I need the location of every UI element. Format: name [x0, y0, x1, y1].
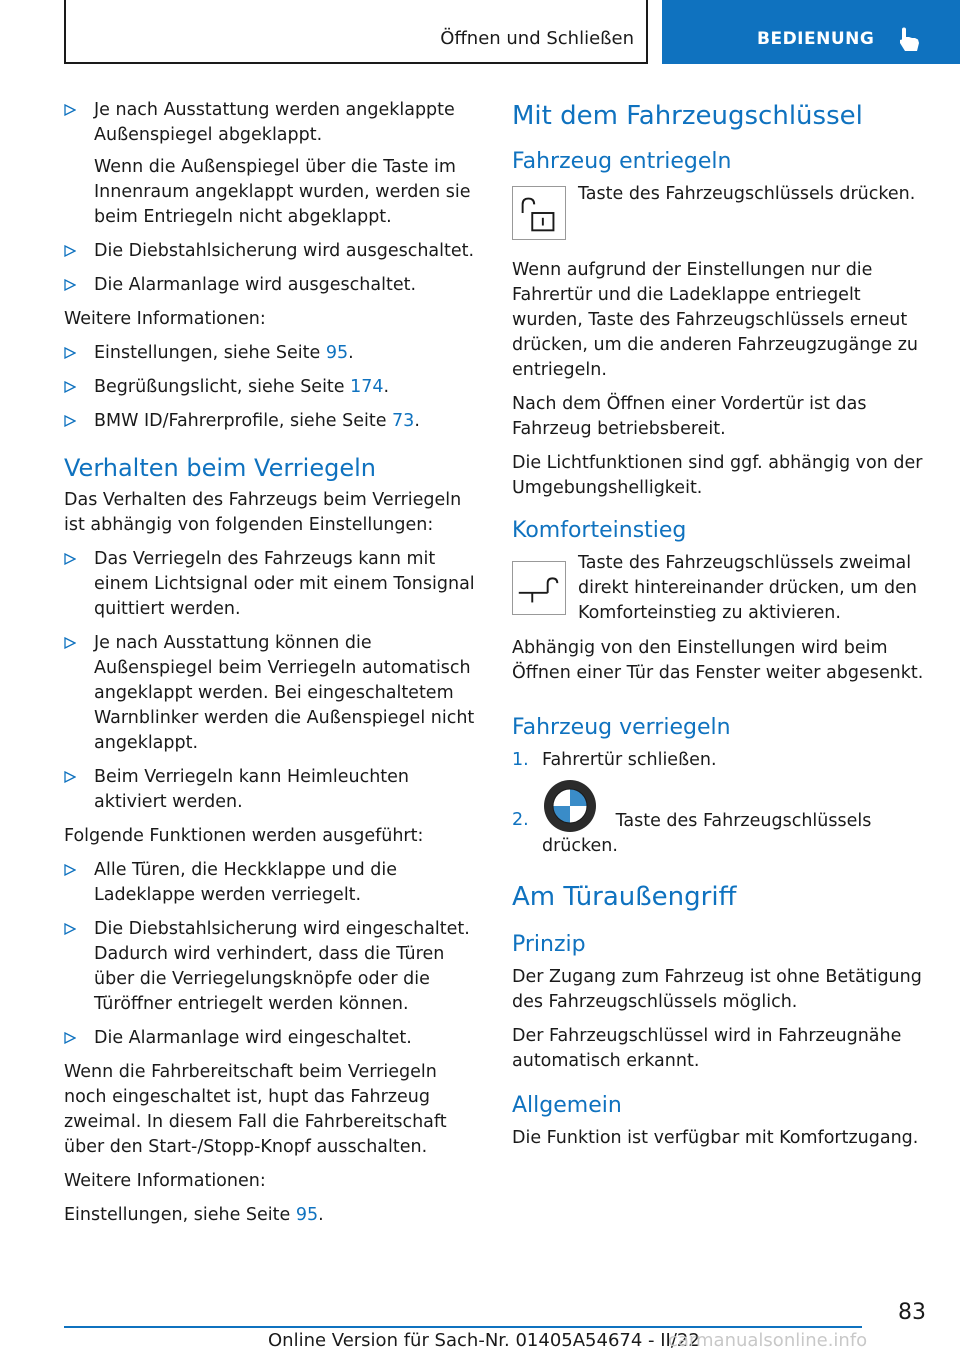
page-link[interactable]: 73	[392, 411, 415, 431]
bullet-triangle-icon	[64, 771, 76, 783]
section-heading: Am Türaußengriff	[512, 882, 737, 912]
list-item: Die Diebstahlsicherung wird ausgeschaltet.	[64, 239, 476, 264]
list-item: Beim Verriegeln kann Heimleuchten aktiviert werden.	[64, 765, 476, 815]
step-number: 2.	[512, 810, 529, 830]
paragraph: Die Lichtfunktionen sind ggf. abhängig von der Umgebungshelligkeit.	[512, 453, 923, 498]
paragraph: Wenn die Fahrbereitschaft beim Verriegeln noch eingeschaltet ist, hupt das Fahrzeug zweimal. In diesem Fall die Fahrbereitschaft über den Start-/Stopp-Knopf ausschalten.	[64, 1062, 447, 1157]
section-heading: Mit dem Fahrzeugschlüssel	[512, 101, 863, 131]
header-title-box	[64, 0, 648, 64]
left-column	[64, 98, 476, 1237]
paragraph: Nach dem Öffnen einer Vordertür ist das Fahrzeug betriebsbereit.	[512, 394, 867, 439]
paragraph: Wenn aufgrund der Einstellungen nur die Fahrertür und die Ladeklappe entriegelt wurden, Taste des Fahrzeugschlüssels erneut drücken, um die anderen Fahrzeugzugänge zu entriegeln.	[512, 260, 918, 380]
right-column	[512, 98, 928, 1160]
paragraph: Folgende Funktionen werden ausgeführt:	[64, 826, 424, 846]
subsection-heading: Allgemein	[512, 1093, 622, 1118]
list-item: Alle Türen, die Heckklappe und die Ladeklappe werden verriegelt.	[64, 858, 476, 908]
header-title: Öffnen und Schließen	[440, 28, 634, 49]
paragraph: Das Verhalten des Fahrzeugs beim Verriegeln ist abhängig von folgenden Einstellungen:	[64, 490, 462, 535]
bullet-triangle-icon	[64, 279, 76, 291]
subsection-heading: Komforteinstieg	[512, 518, 687, 543]
bullet-triangle-icon	[64, 104, 76, 116]
footer-version-text: Online Version für Sach-Nr. 01405A54674 - II/22	[268, 1330, 700, 1351]
list-item-subparagraph: Wenn die Außenspiegel über die Taste im Innenraum angeklappt wurden, werden sie beim Entriegeln nicht abgeklappt.	[94, 157, 471, 227]
subsection-heading: Prinzip	[512, 932, 586, 957]
footer-divider	[64, 1326, 862, 1328]
bullet-triangle-icon	[64, 381, 76, 393]
unlock-key-icon	[512, 186, 566, 240]
paragraph: Die Funktion ist verfügbar mit Komfortzugang.	[512, 1128, 919, 1148]
bullet-triangle-icon	[64, 864, 76, 876]
page-number: 83	[898, 1300, 926, 1325]
list-item: Je nach Ausstattung werden angeklappte Außenspiegel abgeklappt.	[64, 98, 476, 148]
numbered-step: 2. Taste des Fahrzeugschlüssels drücken.	[512, 782, 928, 859]
step-number: 1.	[512, 750, 529, 770]
list-item: Einstellungen, siehe Seite 95.	[64, 341, 476, 366]
list-item: Begrüßungslicht, siehe Seite 174.	[64, 375, 476, 400]
pointing-hand-icon	[896, 26, 922, 54]
numbered-step: 1. Fahrertür schließen.	[512, 748, 928, 773]
bullet-triangle-icon	[64, 245, 76, 257]
bullet-triangle-icon	[64, 347, 76, 359]
header-section-tab	[662, 0, 960, 64]
paragraph: Der Zugang zum Fahrzeug ist ohne Betätigung des Fahrzeugschlüssels möglich.	[512, 967, 922, 1012]
section-heading: Verhalten beim Verriegeln	[64, 454, 376, 482]
bullet-triangle-icon	[64, 1032, 76, 1044]
paragraph: Einstellungen, siehe Seite 95.	[64, 1205, 324, 1225]
comfort-unlock-key-icon	[512, 561, 566, 615]
bullet-triangle-icon	[64, 553, 76, 565]
page-link[interactable]: 95	[325, 343, 349, 363]
bullet-triangle-icon	[64, 415, 76, 427]
paragraph: Abhängig von den Einstellungen wird beim Öffnen einer Tür das Fenster weiter abgesenkt.	[512, 638, 924, 683]
list-item: BMW ID/Fahrerprofile, siehe Seite 73.	[64, 409, 476, 434]
paragraph: Der Fahrzeugschlüssel wird in Fahrzeugnähe automatisch erkannt.	[512, 1026, 902, 1071]
page-link[interactable]: 95	[295, 1205, 319, 1225]
key-instruction-text: Taste des Fahrzeugschlüssels drücken.	[578, 184, 916, 204]
subsection-heading: Fahrzeug verriegeln	[512, 715, 731, 740]
subsection-heading: Fahrzeug entriegeln	[512, 149, 732, 174]
bullet-triangle-icon	[64, 637, 76, 649]
watermark: carmanualsonline.info	[668, 1330, 868, 1351]
key-instruction-text: Taste des Fahrzeugschlüssels zweimal direkt hintereinander drücken, um den Komforteinstieg zu aktivieren.	[578, 553, 917, 623]
key-instruction	[512, 551, 928, 626]
bullet-triangle-icon	[64, 923, 76, 935]
list-item: Die Diebstahlsicherung wird eingeschaltet. Dadurch wird verhindert, dass die Türen über die Verriegelungsknöpfe oder die Türöffner entriegelt werden können.	[64, 917, 476, 1017]
bmw-logo-key-icon	[542, 778, 598, 834]
list-item: Je nach Ausstattung können die Außenspiegel beim Verriegeln automatisch angeklappt werden. Bei eingeschaltetem Warnblinker werden die Außenspiegel nicht angeklappt.	[64, 631, 476, 756]
header-section-label: BEDIENUNG	[757, 29, 875, 49]
info-label: Weitere Informationen:	[64, 309, 266, 329]
key-instruction	[512, 182, 928, 248]
list-item: Das Verriegeln des Fahrzeugs kann mit einem Lichtsignal oder mit einem Tonsignal quittiert werden.	[64, 547, 476, 622]
list-item: Die Alarmanlage wird eingeschaltet.	[64, 1026, 476, 1051]
list-item: Die Alarmanlage wird ausgeschaltet.	[64, 273, 476, 298]
info-label: Weitere Informationen:	[64, 1171, 266, 1191]
page-link[interactable]: 174	[350, 377, 384, 397]
